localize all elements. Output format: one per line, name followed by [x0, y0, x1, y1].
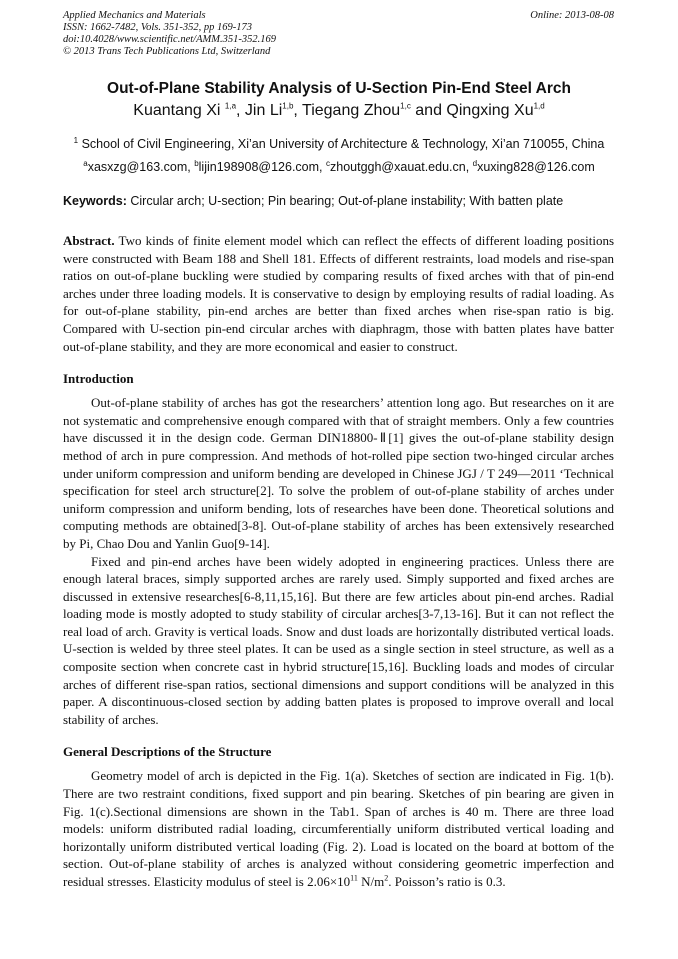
issn: ISSN: 1662-7482, Vols. 351-352, pp 169-173	[63, 22, 252, 33]
email-sup: b	[194, 158, 199, 168]
keywords-label: Keywords:	[63, 194, 127, 208]
email: lijin198908@126.com,	[198, 160, 326, 174]
paper-title: Out-of-Plane Stability Analysis of U-Section Pin-End Steel Arch	[107, 80, 571, 97]
author: Jin Li	[244, 102, 283, 119]
keywords-text: Circular arch; U-section; Pin bearing; Out-of-plane instability; With batten plate	[126, 194, 564, 208]
author-list	[0, 102, 678, 120]
text: Geometry model of arch is depicted in the Fig. 1(a). Sketches of section are indicated in Fig. 1(b). There are two restraint conditions, fixed support and pin bearing. Sketches of pin bearing are given in Fig. 1(c).Sectional dimensions are shown in the Tab1. Span of arches is 40 m. There are three load models: uniform distributed radial loading, circumferentially uniform distributed vertical loading and horizontally uniform distributed vertical loading (Fig. 2). Load is located on the board at bottom of the section. Out-of-plane stability of arches is analyzed without considering geometric imperfection and residual stresses. Elasticity modulus of steel is 2.06×10	[63, 768, 614, 889]
abstract-label: Abstract.	[63, 233, 115, 248]
journal-header	[63, 10, 276, 58]
sep: ,	[293, 102, 303, 119]
doi: doi:10.4028/www.scientific.net/AMM.351-352.169	[63, 34, 276, 45]
abstract-text: Two kinds of finite element model which can reflect the effects of different loading positions were constructed with Beam 188 and Shell 181. Effects of different restraints, load models and rise-span ratios on out-of-plane buckling were studied by comparing results of fixed arches with that of pin-end arches under three loading models. It is conservative to design by employing results of radial loading. As for out-of-plane stability, pin-end arches are better than fixed arches when rise-span ratio is big. Compared with U-section pin-end circular arches with diaphragm, those with batten plates have batter out-of-plane stability, and they are more economical and easier to construct.	[63, 233, 614, 354]
sep: and	[410, 102, 447, 119]
email: xasxzg@163.com,	[87, 160, 195, 174]
email-sup: d	[472, 158, 478, 168]
general-heading: General Descriptions of the Structure	[63, 744, 272, 760]
online-date: Online: 2013-08-08	[530, 10, 614, 21]
intro-heading: Introduction	[63, 371, 134, 387]
aff-text: School of Civil Engineering, Xi’an University of Architecture & Technology, Xi’an 710055, China	[78, 137, 605, 151]
intro-body	[63, 394, 614, 728]
general-body	[63, 767, 614, 890]
keywords	[63, 194, 563, 208]
author-sup: 1,a	[224, 101, 237, 111]
author: Tiegang Zhou	[302, 102, 401, 119]
author-sup: 1,d	[533, 101, 545, 111]
affiliation	[0, 137, 678, 151]
sep: ,	[236, 102, 245, 119]
email-sup: a	[83, 158, 88, 168]
paragraph	[63, 767, 614, 890]
email-sup: c	[326, 158, 330, 168]
main-text	[63, 232, 614, 911]
copyright: © 2013 Trans Tech Publications Ltd, Switzerland	[63, 46, 271, 57]
abstract	[63, 232, 614, 355]
journal-name: Applied Mechanics and Materials	[63, 10, 206, 21]
exponent: 2	[384, 873, 389, 883]
emails	[0, 160, 678, 174]
text: . Poisson’s ratio is 0.3.	[388, 874, 506, 889]
author: Qingxing Xu	[446, 102, 534, 119]
email: zhoutggh@xauat.edu.cn,	[330, 160, 473, 174]
paragraph: Out-of-plane stability of arches has got the researchers’ attention long ago. But researches on it are not systematic and comprehensive enough compared with that of straight members. Only a few countries have discussed it in the design code. German DIN18800-Ⅱ[1] gives the out-of-plane stability design method of arch in pure compression. And methods of hot-rolled pipe section two-hinged circular arches under uniform compression and uniform bending are developed in Chinese JGJ / T 249—2011 ‘Technical specification for steel arch structure[2]. To solve the problem of out-of-plane stability of arches under uniform compression and uniform bending, lots of researches have been done. Theoretical solutions and computing methods are obtained[3-8]. Out-of-plane stability of arches has been extensively researched by Pi, Chao Dou and Yanlin Guo[9-14].	[63, 395, 614, 551]
aff-sup: 1	[73, 135, 79, 145]
paragraph: Fixed and pin-end arches have been widely adopted in engineering practices. Unless there are enough lateral braces, simply supported arches are rarely used. Simply supported and fixed arches are discussed in extensive researches[6-8,11,15,16]. But there are few articles about pin-end arches. Radial loading mode is mostly adopted to study stability of circular arches[3-7,13-16]. But it can not reflect the real load of arch. Gravity is vertical loads. Snow and dust loads are horizontally distributed vertical loads. U-section is welded by three steel plates. It can be used as a single section in steel structure, as well as a composite section when concrete cast in hybrid structure[15,16]. Buckling loads and modes of circular arches of different rise-span ratios, sectional dimensions and support conditions will be analyzed in this paper. A discontinuous-closed section by adding batten plates is proposed to improve overall and local stability of arches.	[63, 553, 614, 727]
text: N/m	[357, 874, 385, 889]
exponent: 11	[350, 873, 358, 883]
author-sup: 1,b	[282, 101, 294, 111]
email: xuxing828@126.com	[477, 160, 595, 174]
author-sup: 1,c	[400, 101, 411, 111]
author: Kuantang Xi	[133, 102, 225, 119]
